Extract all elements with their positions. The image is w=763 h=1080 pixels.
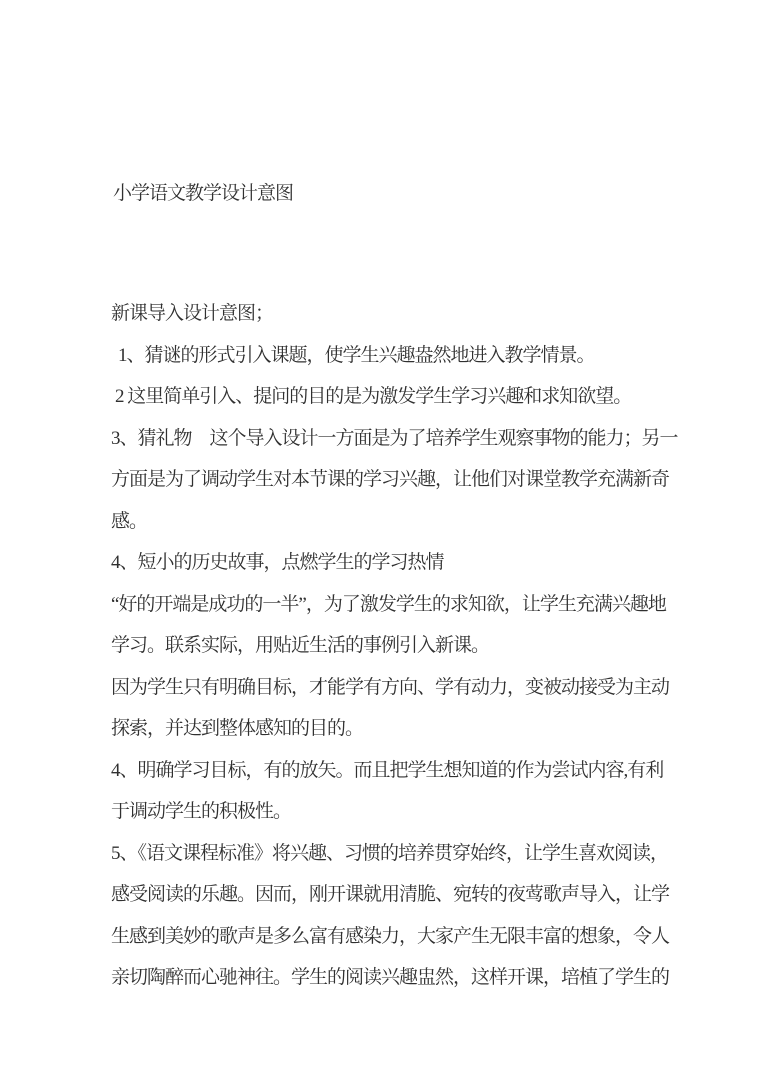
document-line: 1、猜谜的形式引入课题，使学生兴趣盎然地进入教学情景。 — [118, 344, 595, 366]
document-line: 2 这里简单引入、提问的目的是为激发学生学习兴趣和求知欲望。 — [115, 386, 632, 407]
document-body — [111, 293, 711, 999]
document-line: 亲切陶醉而心驰神往。学生的阅读兴趣盅然，这样开课，培植了学生的 — [111, 967, 670, 988]
document-line: 生感到美妙的歌声是多么富有感染力，大家产生无限丰富的想象，令人 — [111, 925, 670, 947]
document-line: 于调动学生的积极性。 — [111, 801, 292, 822]
document-line: 方面是为了调动学生对本节课的学习兴趣，让他们对课堂教学充满新奇 — [111, 469, 670, 490]
document-line: 因为学生只有明确目标，才能学有方向、学有动力，变被动接受为主动 — [111, 676, 670, 698]
document-line: 新课导入设计意图； — [111, 303, 274, 324]
document-line: “好的开端是成功的一半”，为了激发学生的求知欲，让学生充满兴趣地 — [111, 593, 666, 615]
document-title: 小学语文教学设计意图 — [113, 183, 294, 204]
document-line: 感。 — [111, 510, 148, 532]
document-line: 4、短小的历史故事，点燃学生的学习热情 — [111, 552, 444, 573]
document-line: 探索，并达到整体感知的目的。 — [111, 718, 364, 739]
document-line: 学习。联系实际，用贴近生活的事例引入新课。 — [111, 635, 490, 656]
document-line: 感受阅读的乐趣。因而，刚开课就用清脆、宛转的夜莺歌声导入，让学 — [111, 884, 670, 905]
document-line: 4、明确学习目标，有的放矢。而且把学生想知道的作为尝试内容,有利 — [111, 759, 664, 781]
document-line: 3、猜礼物 这个导入设计一方面是为了培养学生观察事物的能力；另一 — [111, 427, 678, 449]
document-line: 5、《语文课程标准》将兴趣、习惯的培养贯穿始终，让学生喜欢阅读， — [111, 842, 669, 864]
